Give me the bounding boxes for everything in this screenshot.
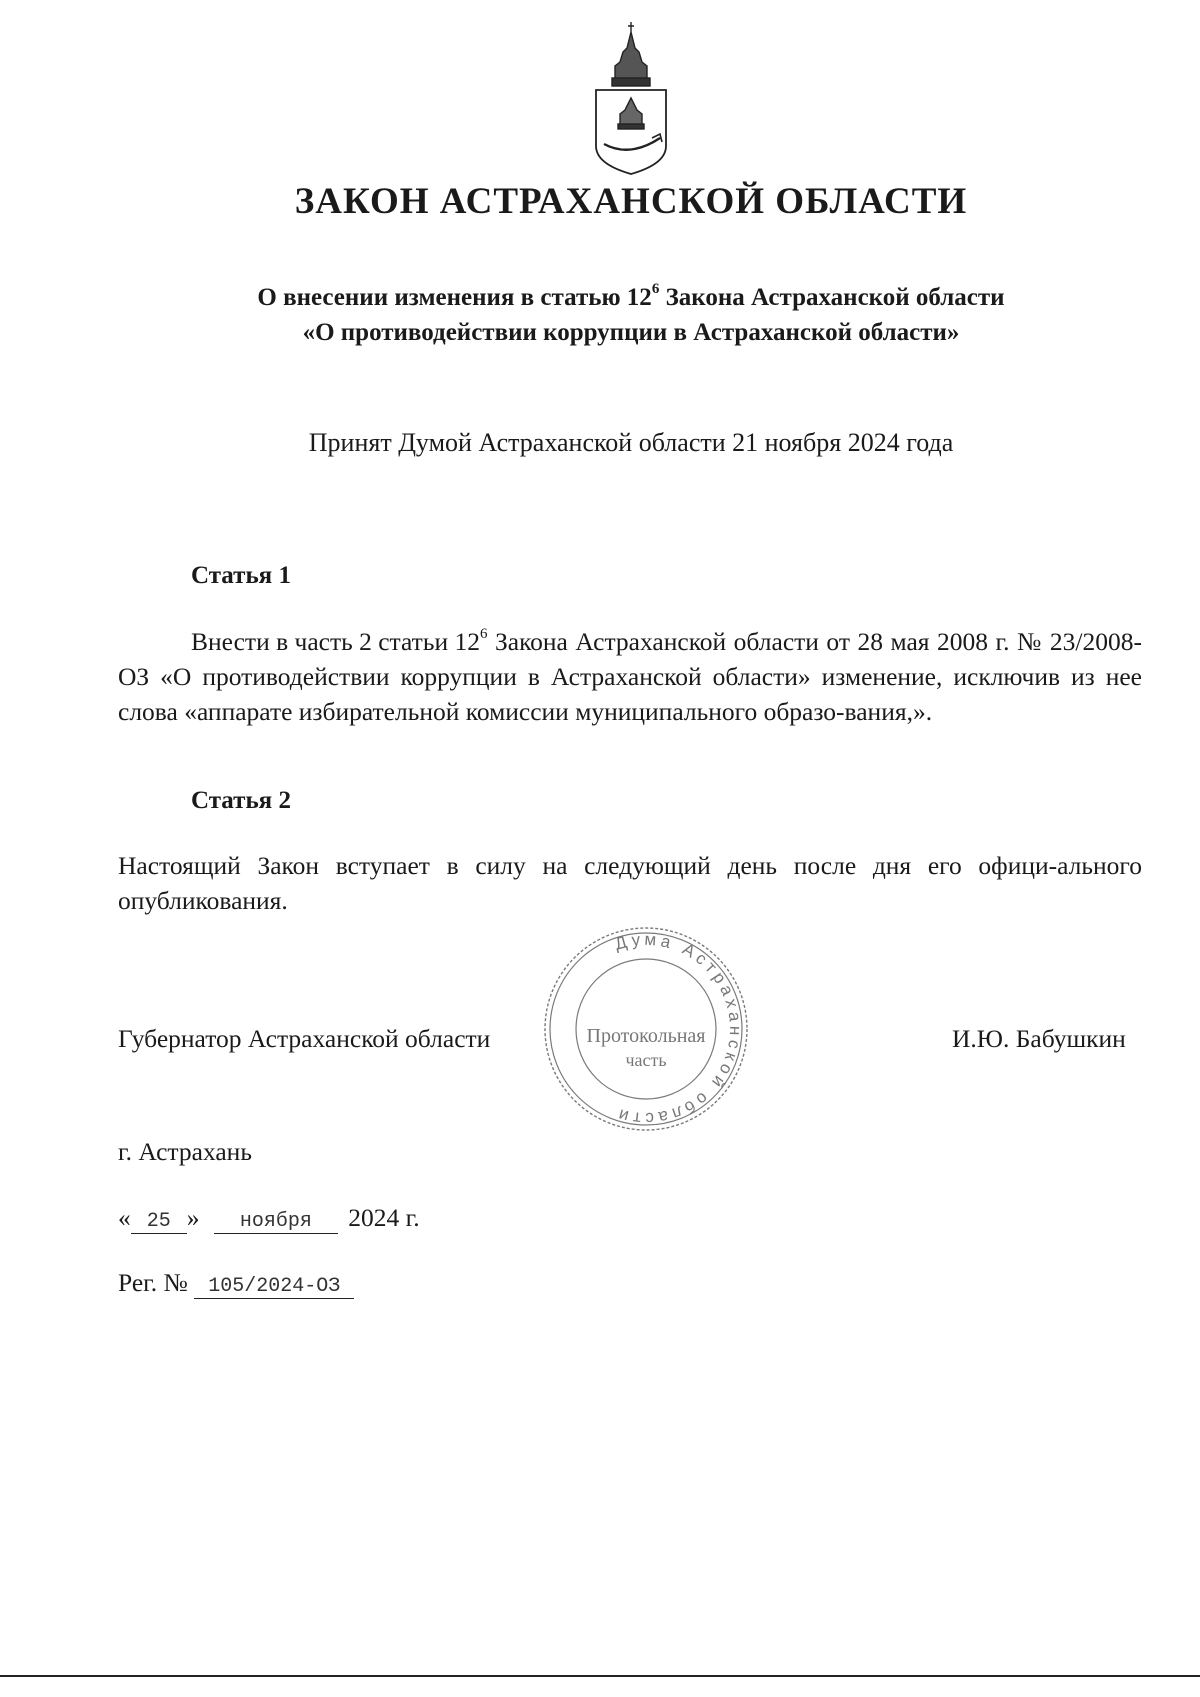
date-month: ноября [214,1210,338,1234]
article-2-text: Настоящий Закон вступает в силу на следующий день после дня его офици-ального опубликования. [118,851,1142,915]
stamp-ring-text: Дума Астраханской области [612,929,746,1129]
registration-number: Рег. № 105/2024-ОЗ [118,1268,354,1299]
date-day: 25 [131,1210,187,1234]
stamp-center-line-2: часть [625,1050,667,1070]
duma-stamp [536,924,756,1134]
registration-value: 105/2024-ОЗ [194,1275,354,1299]
subtitle-line-1: О внесении изменения в статью $12^6$ Закона Астраханской области [257,280,1005,311]
footer-rule [0,1675,1200,1677]
subtitle-line-2: «О противодействии коррупции в Астраханской области» [302,319,960,346]
signatory-name: И.Ю. Бабушкин [952,1024,1126,1053]
article-1-heading: Статья 1 [191,562,291,589]
law-subtitle [0,280,1200,350]
stamp-center-line-1: Протокольная [586,1025,706,1047]
article-1-text: Внести в часть 2 статьи $12^6$ Закона Астраханской области от 28 мая 2008 г. № 23/2008-ОЗ «О противодействии коррупции в Астраханской области» изменение, исключив из нее слова «аппарате избирательной комиссии муниципального образо-вания,». [118,625,1142,726]
signature-position: Губернатор Астраханской области [118,1024,491,1053]
place: г. Астрахань [118,1137,252,1166]
signing-date: « 25 » ноября 2024 г. [118,1203,420,1233]
coat-of-arms-emblem [590,18,672,178]
article-1-indent: Внести в часть 2 статьи $12^6$ [191,625,488,656]
law-title: ЗАКОН АСТРАХАНСКОЙ ОБЛАСТИ [294,181,968,222]
article-2-heading: Статья 2 [191,787,291,814]
adoption-note: Принят Думой Астраханской области 21 ноября 2024 года [308,428,954,457]
